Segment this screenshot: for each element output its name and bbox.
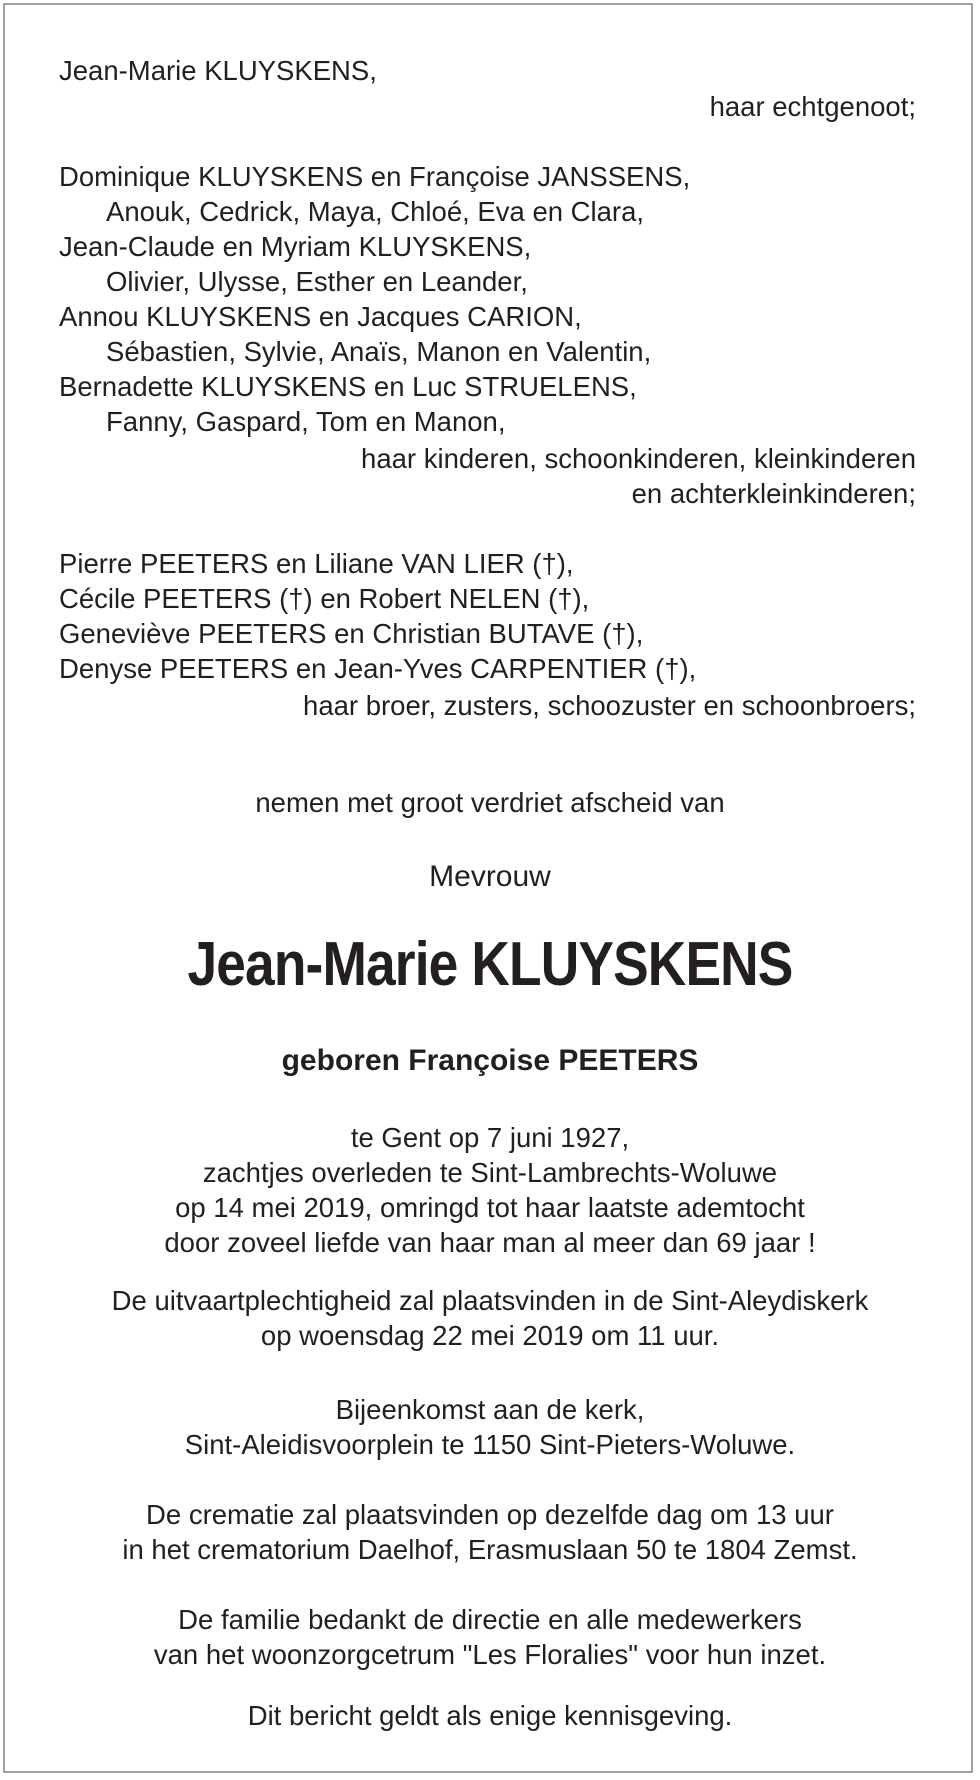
siblings-role: haar broer, zusters, schoozuster en schoonbroers; [303,690,916,721]
funeral-line: op woensdag 22 mei 2019 om 11 uur. [260,1320,720,1351]
spouse-name: Jean-Marie KLUYSKENS, [59,55,377,86]
family-line: Jean-Claude en Myriam KLUYSKENS, [59,231,532,262]
sibling-line: Geneviève PEETERS en Christian BUTAVE (†), [59,618,644,649]
sibling-line: Denyse PEETERS en Jean-Yves CARPENTIER (†), [59,653,697,684]
children-role-cont: en achterkleinkinderen; [631,478,916,509]
cremation-line: in het crematorium Daelhof, Erasmuslaan 50 te 1804 Zemst. [122,1534,858,1565]
family-line: Sébastien, Sylvie, Anaïs, Manon en Valentin, [106,336,652,367]
family-line: Anouk, Cedrick, Maya, Chloé, Eva en Clara, [106,196,645,227]
gathering-line: Sint-Aleidisvoorplein te 1150 Sint-Pieters-Woluwe. [184,1429,796,1460]
family-line: Bernadette KLUYSKENS en Luc STRUELENS, [59,371,637,402]
deceased-name: Jean-Marie KLUYSKENS [187,930,793,999]
maiden-name: geboren Françoise PEETERS [281,1044,699,1077]
children-role: haar kinderen, schoonkinderen, kleinkinderen [361,443,916,474]
detail-line: door zoveel liefde van haar man al meer dan 69 jaar ! [164,1227,816,1258]
family-line: Annou KLUYSKENS en Jacques CARION, [59,301,582,332]
sibling-line: Cécile PEETERS (†) en Robert NELEN (†), [59,583,590,614]
spouse-role: haar echtgenoot; [709,91,916,122]
cremation-line: De crematie zal plaatsvinden op dezelfde dag om 13 uur [146,1499,834,1530]
thanks-line: van het woonzorgcetrum "Les Floralies" voor hun inzet. [153,1639,827,1670]
detail-line: op 14 mei 2019, omringd tot haar laatste ademtocht [175,1192,805,1223]
notice-line: Dit bericht geldt als enige kennisgeving. [247,1700,733,1731]
funeral-line: De uitvaartplechtigheid zal plaatsvinden in de Sint-Aleydiskerk [111,1285,869,1316]
detail-line: zachtjes overleden te Sint-Lambrechts-Woluwe [202,1157,778,1188]
detail-line: te Gent op 7 juni 1927, [350,1122,630,1153]
family-line: Olivier, Ulysse, Esther en Leander, [106,266,528,297]
family-line: Dominique KLUYSKENS en Françoise JANSSENS, [59,161,691,192]
gathering-line: Bijeenkomst aan de kerk, [335,1394,645,1425]
sibling-line: Pierre PEETERS en Liliane VAN LIER (†), [59,548,574,579]
announcement-lead: nemen met groot verdriet afscheid van [255,787,725,818]
thanks-line: De familie bedankt de directie en alle medewerkers [178,1604,802,1635]
honorific-title: Mevrouw [429,860,551,893]
family-line: Fanny, Gaspard, Tom en Manon, [106,406,506,437]
